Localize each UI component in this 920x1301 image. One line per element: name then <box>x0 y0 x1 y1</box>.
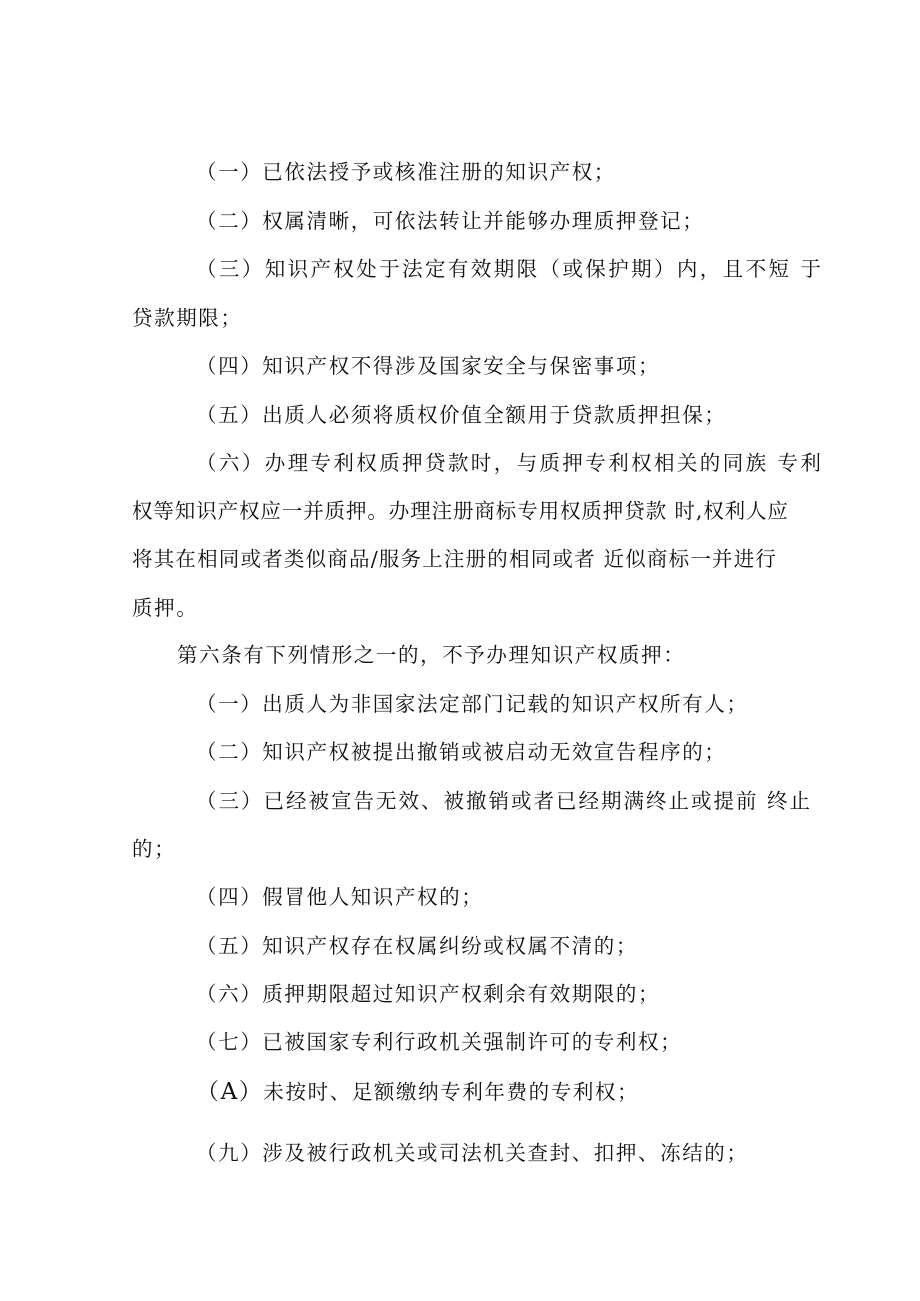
paragraph-line: （三）知识产权处于法定有效期限（或保护期）内，且不短 于 <box>196 257 824 281</box>
paragraph-line: 将其在相同或者类似商品/服务上注册的相同或者 近似商标一并进行 <box>132 547 778 571</box>
paragraph-line: （四）知识产权不得涉及国家安全与保密事项； <box>196 354 661 378</box>
paragraph-line: 质押。 <box>132 596 199 620</box>
paragraph-line: （二）知识产权被提出撤销或被启动无效宣告程序的； <box>196 740 727 764</box>
paragraph-line: （三）已经被宣告无效、被撤销或者已经期满终止或提前 终止 <box>196 789 813 813</box>
paragraph-line: （一）出质人为非国家法定部门记载的知识产权所有人； <box>196 692 749 716</box>
paragraph-line: （六）质押期限超过知识产权剩余有效期限的； <box>196 982 661 1006</box>
paragraph-line: （六）办理专利权质押贷款时，与质押专利权相关的同族 专利 <box>196 451 824 475</box>
paragraph-line: （五）知识产权存在权属纠纷或权属不清的； <box>196 934 638 958</box>
paragraph-line: （二）权属清晰，可依法转让并能够办理质押登记； <box>196 209 705 233</box>
paragraph-line: （五）出质人必须将质权价值全额用于贷款质押担保； <box>196 403 727 427</box>
article-heading: 第六条有下列情形之一的，不予办理知识产权质押： <box>177 643 686 667</box>
paragraph-line: 的； <box>132 837 177 861</box>
paragraph-line: （四）假冒他人知识产权的； <box>196 885 484 909</box>
item-marker: （A） <box>196 1079 264 1105</box>
paragraph-line: （一）已依法授予或核准注册的知识产权； <box>196 160 616 184</box>
item-text: 未按时、足额缴纳专利年费的专利权； <box>263 1080 640 1104</box>
paragraph-line: 权等知识产权应一并质押。办理注册商标专用权质押贷款 时,权利人应 <box>132 499 789 523</box>
paragraph-line: （九）涉及被行政机关或司法机关查封、扣押、冻结的； <box>196 1141 749 1165</box>
paragraph-line <box>196 1078 639 1106</box>
paragraph-line: （七）已被国家专利行政机关强制许可的专利权； <box>196 1030 683 1054</box>
paragraph-line: 贷款期限； <box>132 306 243 330</box>
